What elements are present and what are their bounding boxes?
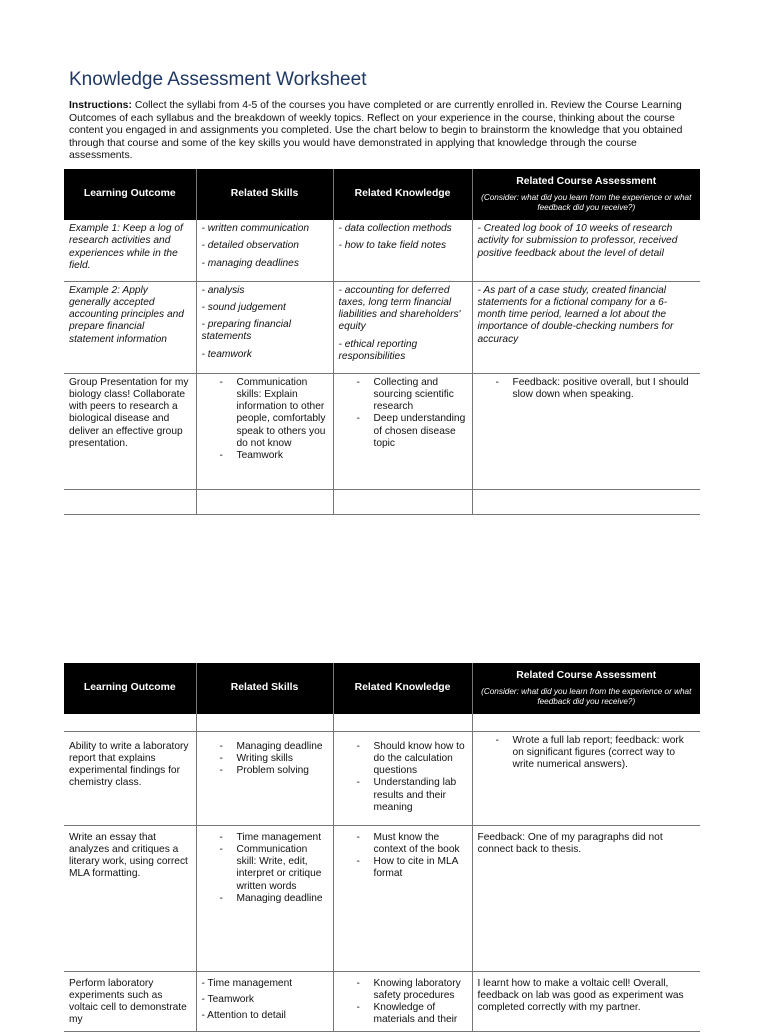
table-row	[64, 281, 700, 373]
example2-skill: - sound judgement	[201, 301, 286, 313]
empty-cell[interactable]	[64, 489, 196, 514]
t2-row3-outcome: Perform laboratory experiments such as voltaic cell to demonstrate my	[64, 971, 196, 1031]
t2-row1-outcome: Ability to write a laboratory report that explains experimental findings for chemistry class.	[64, 731, 196, 825]
example2-knowledge	[333, 281, 472, 373]
empty-cell[interactable]	[472, 714, 700, 731]
t2-row1-knowledge-item: - Should know how to do the calculation questions	[339, 741, 467, 778]
example1-skill: - detailed observation	[201, 240, 299, 252]
t2-row2-skill: - Managing deadline	[202, 893, 328, 905]
t2-row3-knowledge-item: - Knowledge of materials and their	[339, 1002, 467, 1027]
t2-row3-skill: - Time management	[201, 977, 293, 989]
header-assessment-label: Related Course Assessment	[516, 670, 657, 682]
t2-row1-skill: - Managing deadline	[202, 741, 328, 753]
t2-row1-skill: - Problem solving	[202, 765, 328, 777]
t2-row3-assessment: I learnt how to make a voltaic cell! Overall, feedback on lab was good as experiment was completed correctly with my partner.	[472, 971, 700, 1031]
empty-table-row	[64, 489, 700, 514]
table-header-row	[64, 169, 700, 220]
row3-skill: - Teamwork	[202, 450, 328, 462]
table-row	[64, 220, 700, 281]
example2-knowledge-item: - accounting for deferred taxes, long term financial liabilities and shareholders' equity	[338, 284, 461, 333]
worksheet-table-1	[64, 169, 700, 515]
row3-knowledge-item: - Collecting and sourcing scientific research	[339, 377, 467, 414]
row3-knowledge	[333, 373, 472, 489]
t2-row1-assessment-item: - Wrote a full lab report; feedback: work on significant figures (correct way to write numerical answers).	[478, 735, 696, 772]
t2-row1-skill: - Writing skills	[202, 753, 328, 765]
table-row	[64, 373, 700, 489]
example1-outcome: Example 1: Keep a log of research activities and experiences while in the field.	[64, 220, 196, 281]
empty-cell[interactable]	[333, 489, 472, 514]
table-header-row	[64, 663, 700, 714]
header-related-skills: Related Skills	[196, 663, 333, 714]
example1-knowledge	[333, 220, 472, 281]
t2-row2-knowledge	[333, 825, 472, 971]
t2-row3-skill: - Attention to detail	[201, 1010, 286, 1022]
t2-row1-knowledge-item: - Understanding lab results and their meaning	[339, 777, 467, 814]
example1-skills	[196, 220, 333, 281]
header-related-assessment	[472, 663, 700, 714]
t2-row2-skill: - Communication skill: Write, edit, interpret or critique written words	[202, 844, 328, 893]
header-related-assessment	[472, 169, 700, 220]
row3-knowledge-item: - Deep understanding of chosen disease topic	[339, 413, 467, 450]
empty-cell[interactable]	[333, 714, 472, 731]
empty-cell[interactable]	[472, 489, 700, 514]
header-assessment-note: (Consider: what did you learn from the experience or what feedback did you receive?)	[481, 686, 692, 706]
example2-assessment-item: - As part of a case study, created financial statements for a fictional company for a 6-month time period, learned a lot about the importance of double-checking numbers for accuracy	[477, 284, 674, 345]
row3-assessment	[472, 373, 700, 489]
empty-cell[interactable]	[64, 714, 196, 731]
table-row	[64, 731, 700, 825]
t2-row2-skills	[196, 825, 333, 971]
row3-skill: - Communication skills: Explain information to other people, comfortably speak to others you do not know	[202, 377, 328, 451]
empty-cell[interactable]	[196, 714, 333, 731]
instructions	[69, 100, 699, 163]
header-learning-outcome: Learning Outcome	[64, 169, 196, 220]
example1-skill: - written communication	[201, 223, 310, 234]
t2-row3-knowledge	[333, 971, 472, 1031]
header-learning-outcome: Learning Outcome	[64, 663, 196, 714]
t2-row3-knowledge-item: - Knowing laboratory safety procedures	[339, 978, 467, 1003]
header-assessment-label: Related Course Assessment	[516, 176, 657, 188]
t2-row1-assessment	[472, 731, 700, 825]
t2-row2-outcome: Write an essay that analyzes and critiques a literary work, using correct MLA formatting.	[64, 825, 196, 971]
header-assessment-note: (Consider: what did you learn from the experience or what feedback did you receive?)	[481, 192, 692, 212]
example2-outcome: Example 2: Apply generally accepted accounting principles and prepare financial statement information	[64, 281, 196, 373]
instructions-label: Instructions:	[69, 100, 132, 111]
empty-cell[interactable]	[196, 489, 333, 514]
row3-assessment-item: - Feedback: positive overall, but I should slow down when speaking.	[478, 377, 696, 402]
table-row	[64, 971, 700, 1031]
t2-row3-skill: - Teamwork	[201, 993, 254, 1005]
row3-skills	[196, 373, 333, 489]
empty-table-row	[64, 714, 700, 731]
example1-knowledge-item: - data collection methods	[338, 223, 452, 234]
page-title: Knowledge Assessment Worksheet	[69, 69, 367, 90]
example2-assessment	[472, 281, 700, 373]
example1-knowledge-item: - how to take field notes	[338, 240, 447, 252]
t2-row1-skills	[196, 731, 333, 825]
example2-skill: - teamwork	[201, 348, 252, 360]
t2-row3-skills	[196, 971, 333, 1031]
example2-skill: - preparing financial statements	[201, 319, 291, 343]
example1-skill: - managing deadlines	[201, 257, 299, 269]
header-related-skills: Related Skills	[196, 169, 333, 220]
t2-row1-knowledge	[333, 731, 472, 825]
instructions-text: Collect the syllabi from 4-5 of the courses you have completed or are currently enrolled in. Review the Course Learning Outcomes of each syllabus and the breakdown of weekly topics. Reflect on your experience in the course, thinking about the course content you engaged in and assignments you completed. Use the chart below to begin to brainstorm the knowledge that you obtained through that course and some of the key skills you would have demonstrated in applying that knowledge through the course assessments.	[69, 100, 683, 161]
example2-skills	[196, 281, 333, 373]
t2-row2-assessment: Feedback: One of my paragraphs did not connect back to thesis.	[472, 825, 700, 971]
t2-row2-knowledge-item: - Must know the context of the book	[339, 832, 467, 857]
header-related-knowledge: Related Knowledge	[333, 663, 472, 714]
example1-assessment	[472, 220, 700, 281]
header-related-knowledge: Related Knowledge	[333, 169, 472, 220]
t2-row2-skill: - Time management	[202, 832, 328, 844]
example2-skill: - analysis	[201, 284, 245, 296]
t2-row2-knowledge-item: - How to cite in MLA format	[339, 856, 467, 881]
table-row	[64, 825, 700, 971]
example1-assessment-item: - Created log book of 10 weeks of research activity for submission to professor, received positive feedback about the level of detail	[477, 223, 678, 259]
example2-knowledge-item: - ethical reporting responsibilities	[338, 338, 418, 362]
row3-outcome: Group Presentation for my biology class! Collaborate with peers to research a biological disease and deliver an effective group presentation.	[64, 373, 196, 489]
worksheet-table-2	[64, 663, 700, 1032]
